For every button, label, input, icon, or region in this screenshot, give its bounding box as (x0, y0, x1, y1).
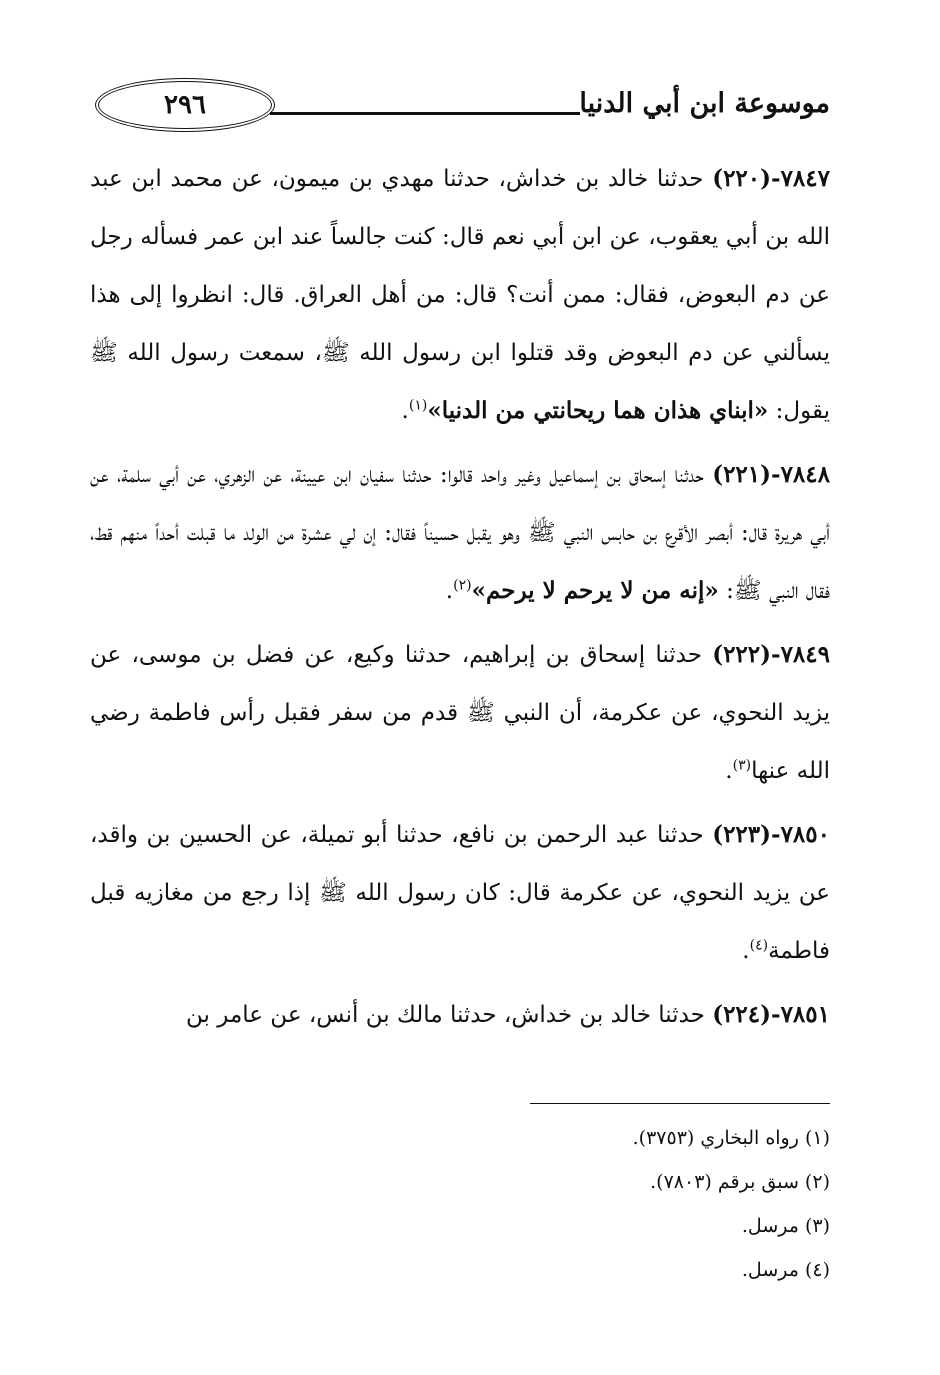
page-number: ٢٩٦ (164, 90, 206, 120)
hadith-paragraph (90, 446, 830, 620)
hadith-paragraph (90, 626, 830, 800)
hadith-text: حدثنا إسحاق بن إبراهيم، حدثنا وكيع، عن فضل بن موسى، عن يزيد النحوي، عن عكرمة، أن النبي ﷺ قدم من سفر فقبل رأس فاطمة رضي الله عنها (90, 642, 830, 784)
footnote-item: (٢) سبق برقم (٧٨٠٣). (650, 1171, 830, 1193)
prophetic-quote: «ابناي هذان هما ريحانتي من الدنيا» (427, 397, 769, 424)
footnote-item: (٣) مرسل. (741, 1215, 830, 1237)
hadith-number: ٧٨٤٩-(٢٢٢) (712, 641, 830, 668)
footnote-reference[interactable]: (١) (408, 397, 428, 414)
footnote-item: (٤) مرسل. (741, 1259, 830, 1281)
footnote-item: (١) رواه البخاري (٣٧٥٣). (632, 1127, 830, 1149)
hadith-paragraph (90, 150, 830, 440)
footnote-reference[interactable]: (٢) (453, 577, 472, 594)
footnote-reference[interactable]: (٤) (749, 937, 769, 954)
hadith-number: ٧٨٤٧-(٢٢٠) (712, 165, 830, 192)
header-rule (270, 112, 580, 115)
footnote-reference[interactable]: (٣) (732, 757, 752, 774)
book-title: موسوعة ابن أبي الدنيا (579, 88, 830, 119)
page-number-badge (95, 78, 275, 132)
hadith-text: حدثنا عبد الرحمن بن نافع، حدثنا أبو تميلة، عن الحسين بن واقد، عن يزيد النحوي، عن عكرمة قال: كان رسول الله ﷺ إذا رجع من مغازيه قبل فاطمة (90, 822, 830, 964)
hadith-number: ٧٨٤٨-(٢٢١) (712, 461, 830, 488)
hadith-paragraph (90, 986, 830, 1044)
prophetic-quote: «إنه من لا يرحم لا يرحم» (471, 577, 719, 604)
hadith-text: حدثنا إسحاق بن إسماعيل وغير واحد قالوا: حدثنا سفيان ابن عيينة، عن الزهري، عن أبي سلمة، عن أبي هريرة قال: أبصر الأقرع بن حابس النبي ﷺ وهو يقبل حسيناً فقال: إن لي عشرة من الولد ما قبلت أحداً منهم قط، فقال النبي ﷺ: (90, 462, 830, 604)
footnotes (430, 1116, 830, 1292)
hadith-text: حدثنا خالد بن خداش، حدثنا مهدي بن ميمون، عن محمد ابن عبد الله بن أبي يعقوب، عن ابن أبي نعم قال: كنت جالساً عند ابن عمر فسأله رجل عن دم البعوض، فقال: ممن أنت؟ قال: من أهل العراق. قال: انظروا إلى هذا يسألني عن دم البعوض وقد قتلوا ابن رسول الله ﷺ، سمعت رسول الله ﷺ يقول: (90, 166, 830, 424)
footnote-separator (530, 1103, 830, 1104)
hadith-end: . (401, 398, 409, 424)
hadith-number: ٧٨٥١-(٢٢٤) (712, 1001, 830, 1028)
hadith-text: حدثنا خالد بن خداش، حدثنا مالك بن أنس، عن عامر بن (186, 1002, 713, 1028)
hadith-end: . (445, 578, 454, 604)
hadith-number: ٧٨٥٠-(٢٢٣) (712, 821, 830, 848)
main-text (90, 150, 830, 1050)
hadith-end: . (742, 938, 750, 964)
hadith-end: . (725, 758, 733, 784)
hadith-paragraph (90, 806, 830, 980)
running-header (60, 78, 830, 136)
